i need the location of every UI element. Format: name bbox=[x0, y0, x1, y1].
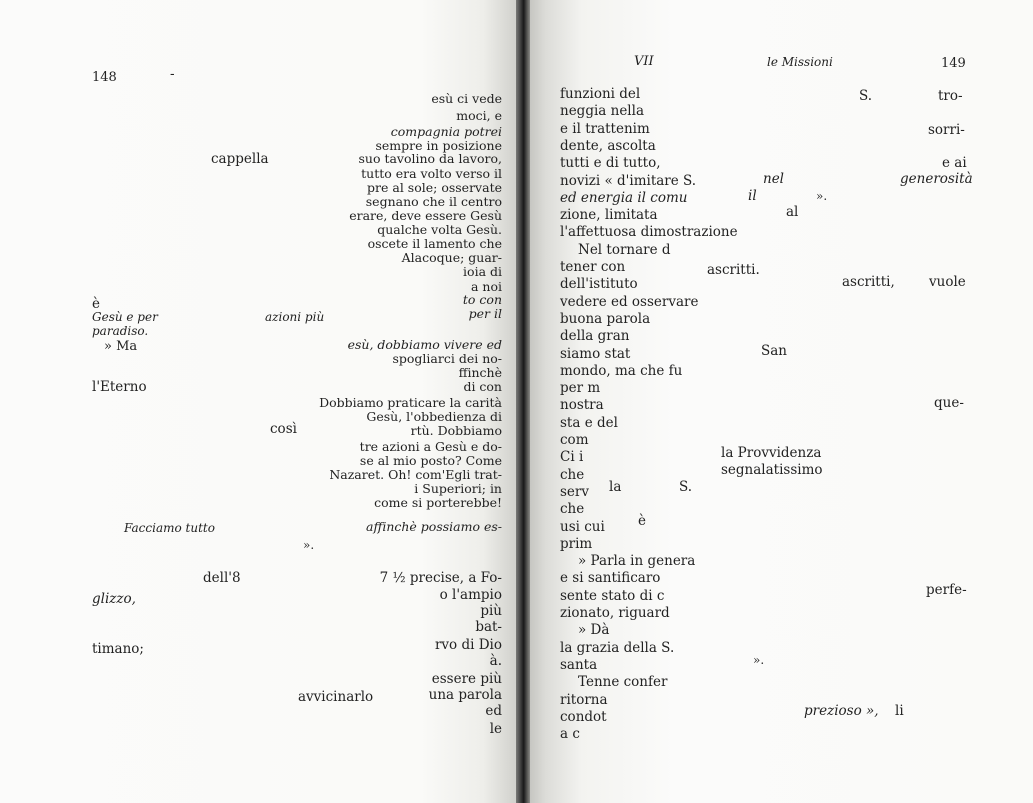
text-column bbox=[560, 0, 740, 803]
text-fragment: cappella bbox=[211, 151, 269, 167]
text-fragment: al bbox=[786, 204, 799, 220]
text-fragment: generosità bbox=[900, 171, 973, 187]
text-line: santa bbox=[560, 656, 598, 673]
text-fragment: ascritti. bbox=[707, 262, 760, 278]
text-line: neggia nella bbox=[560, 103, 644, 120]
text-line: per m bbox=[560, 380, 601, 397]
text-line: nostra bbox=[560, 397, 604, 414]
text-line: Gesù, l'obbedienza di bbox=[366, 409, 502, 424]
text-line: ed energia il comu bbox=[560, 189, 688, 206]
text-line: se al mio posto? Come bbox=[359, 453, 502, 468]
text-line: Alacoque; guar- bbox=[401, 250, 502, 265]
text-fragment: e ai bbox=[942, 155, 967, 171]
text-fragment: li bbox=[895, 703, 904, 719]
text-line: tutto era volto verso il bbox=[361, 166, 502, 181]
text-fragment: ». bbox=[753, 653, 765, 667]
text-line: compagnia potrei bbox=[390, 124, 502, 139]
text-line: a noi bbox=[471, 279, 502, 294]
text-line: tener con bbox=[560, 259, 626, 275]
text-line: sente stato di c bbox=[560, 587, 665, 604]
text-fragment: avvicinarlo bbox=[298, 689, 374, 705]
text-line: bat- bbox=[475, 619, 502, 635]
text-fragment: Gesù e per bbox=[92, 310, 158, 324]
text-line: condot bbox=[560, 708, 607, 725]
book-gutter bbox=[516, 0, 530, 803]
text-fragment: è bbox=[92, 296, 100, 312]
text-column bbox=[202, 0, 502, 803]
text-line: di con bbox=[463, 379, 502, 394]
text-line: Ci i bbox=[560, 449, 584, 466]
text-line: che bbox=[560, 466, 585, 483]
text-line: ioia di bbox=[463, 264, 502, 279]
text-line: spogliarci dei no- bbox=[392, 351, 502, 366]
text-fragment: S. bbox=[859, 88, 873, 104]
text-line: tre azioni a Gesù e do- bbox=[359, 439, 502, 454]
text-line: funzioni del bbox=[560, 86, 641, 102]
text-line: vedere ed osservare bbox=[560, 293, 699, 310]
text-line: Dobbiamo praticare la carità bbox=[319, 395, 502, 410]
text-line: tutti e di tutto, bbox=[560, 155, 661, 172]
chapter-header: VII bbox=[634, 54, 654, 69]
text-line: dente, ascolta bbox=[560, 137, 656, 154]
text-line: e si santificaro bbox=[560, 570, 661, 587]
text-fragment: timano; bbox=[92, 641, 144, 657]
text-line: prim bbox=[560, 535, 593, 552]
text-fragment: que- bbox=[934, 395, 964, 411]
text-line: to con bbox=[462, 292, 502, 307]
text-fragment: vuole bbox=[929, 274, 966, 290]
text-line: erare, deve essere Gesù bbox=[349, 208, 502, 223]
text-line: e il trattenim bbox=[560, 120, 650, 137]
text-line: dell'istituto bbox=[560, 276, 638, 293]
text-line: buona parola bbox=[560, 310, 651, 327]
text-line: esù ci vede bbox=[431, 91, 502, 106]
text-fragment: glizzo, bbox=[92, 591, 136, 607]
text-fragment: Facciamo tutto bbox=[124, 521, 215, 535]
text-line: usi cui bbox=[560, 518, 605, 535]
text-fragment: è bbox=[638, 513, 646, 529]
right-page bbox=[520, 0, 1033, 803]
text-line: segnano che il centro bbox=[365, 194, 502, 209]
text-line: una parola bbox=[428, 687, 502, 703]
text-line: ffinchè bbox=[458, 365, 502, 380]
text-line: oscete il lamento che bbox=[367, 236, 502, 251]
text-line: affinchè possiamo es- bbox=[366, 519, 502, 534]
text-line: » Parla in genera bbox=[578, 553, 696, 570]
text-line: sempre in posizione bbox=[375, 138, 502, 153]
text-fragment: sorri- bbox=[928, 122, 965, 138]
text-line: Nazaret. Oh! com'Egli trat- bbox=[329, 467, 502, 482]
text-fragment: l'Eterno bbox=[92, 379, 147, 395]
text-line: novizi « d'imitare S. bbox=[560, 172, 697, 189]
text-fragment: ascritti, bbox=[842, 274, 895, 290]
text-line: rvo di Dio bbox=[434, 637, 502, 653]
text-line: sta e del bbox=[560, 414, 618, 431]
text-fragment: prezioso », bbox=[804, 703, 879, 719]
text-fragment: San bbox=[761, 343, 787, 359]
text-fragment: paradiso. bbox=[92, 324, 149, 338]
text-fragment: segnalatissimo bbox=[721, 462, 823, 478]
text-fragment: tro- bbox=[938, 88, 963, 104]
text-line: ritorna bbox=[560, 691, 608, 708]
page-mark: - bbox=[170, 66, 175, 82]
text-line: la grazia della S. bbox=[560, 639, 675, 656]
text-line: rtù. Dobbiamo bbox=[410, 423, 502, 438]
text-line: Nel tornare d bbox=[578, 241, 671, 258]
text-line: esù, dobbiamo vivere ed bbox=[347, 337, 502, 352]
text-fragment: il bbox=[748, 188, 757, 204]
text-line: 7 ½ precise, a Fo- bbox=[379, 570, 502, 586]
text-line: o l'ampio bbox=[439, 587, 502, 603]
text-fragment: la Provvidenza bbox=[721, 445, 822, 461]
text-line: i Superiori; in bbox=[414, 481, 502, 496]
text-line: l'affettuosa dimostrazione bbox=[560, 224, 738, 241]
text-line: per il bbox=[468, 306, 502, 321]
page-number: 148 bbox=[92, 70, 117, 85]
text-line: della gran bbox=[560, 328, 630, 345]
text-line: Tenne confer bbox=[578, 674, 668, 691]
text-line: com bbox=[560, 432, 589, 448]
text-fragment: nel bbox=[763, 171, 785, 187]
text-line: che bbox=[560, 501, 585, 518]
text-line: moci, e bbox=[456, 108, 502, 123]
text-line: siamo stat bbox=[560, 345, 631, 362]
text-line: à. bbox=[489, 653, 502, 669]
text-fragment: S. bbox=[679, 479, 693, 495]
text-line: ed bbox=[485, 703, 502, 719]
text-line: a c bbox=[560, 726, 580, 743]
text-fragment: ». bbox=[303, 538, 315, 552]
text-fragment: azioni più bbox=[265, 310, 325, 324]
text-line: essere più bbox=[431, 671, 502, 687]
text-fragment: dell'8 bbox=[203, 570, 241, 586]
text-line: mondo, ma che fu bbox=[560, 362, 683, 379]
text-line: qualche volta Gesù. bbox=[377, 222, 502, 237]
text-fragment: la bbox=[609, 479, 622, 495]
text-line: come si porterebbe! bbox=[374, 495, 502, 510]
running-title: le Missioni bbox=[767, 55, 833, 69]
text-line: zionato, riguard bbox=[560, 605, 670, 621]
text-line: serv bbox=[560, 483, 589, 500]
text-fragment: perfe- bbox=[926, 582, 967, 598]
text-line: le bbox=[489, 721, 502, 737]
page-number: 149 bbox=[941, 56, 966, 71]
text-fragment: ». bbox=[816, 189, 828, 203]
text-line: zione, limitata bbox=[560, 207, 658, 224]
text-line: » Dà bbox=[578, 622, 610, 639]
text-fragment: » Ma bbox=[104, 339, 138, 354]
text-line: più bbox=[480, 603, 502, 619]
text-fragment: così bbox=[270, 421, 297, 437]
text-line: pre al sole; osservate bbox=[367, 180, 502, 195]
text-line: suo tavolino da lavoro, bbox=[358, 151, 502, 166]
